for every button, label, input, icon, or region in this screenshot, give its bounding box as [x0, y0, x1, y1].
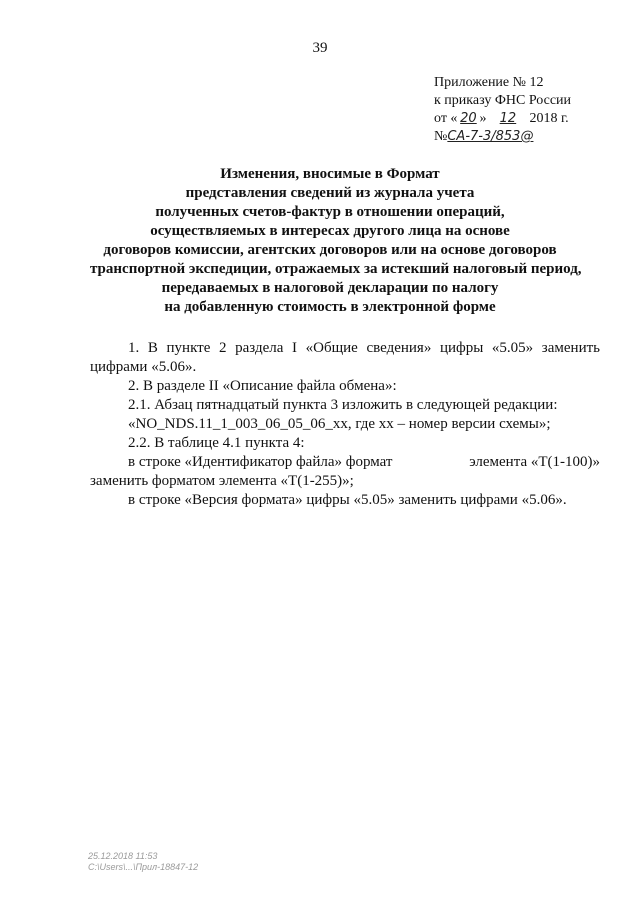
- date-day-handwritten: 20: [460, 111, 477, 126]
- date-year: 2018 г.: [529, 111, 569, 126]
- document-title: [90, 165, 582, 317]
- title-line: представления сведений из журнала учета: [185, 185, 475, 201]
- paragraph-3-line-1: 2.1. Абзац пятнадцатый пункта 3 изложить в следующей редакции:: [128, 397, 558, 413]
- order-number-prefix: №: [434, 129, 448, 144]
- appendix-header: [434, 74, 571, 146]
- date-prefix: от «: [434, 111, 458, 126]
- appendix-date: [434, 110, 571, 128]
- title-line: передаваемых в налоговой декларации по налогу: [161, 280, 499, 296]
- paragraph-5-line-1-part-b: элемента «Т(1-100)»: [469, 454, 600, 470]
- footer-file-path: C:\Users\...\Прил-18847-12: [88, 862, 199, 872]
- paragraph-3-line-2: «NO_NDS.11_1_003_06_05_06_xx, где хх – номер версии схемы»;: [128, 416, 551, 432]
- date-mid: »: [479, 111, 487, 126]
- title-line: на добавленную стоимость в электронной форме: [164, 299, 496, 315]
- title-line: транспортной экспедиции, отражаемых за истекший налоговый период,: [90, 261, 582, 277]
- appendix-order-number: [434, 128, 571, 146]
- appendix-order-reference: к приказу ФНС России: [434, 93, 572, 108]
- paragraph-1-line-2: цифрами «5.06».: [90, 359, 197, 375]
- title-line: договоров комиссии, агентских договоров или на основе договоров: [103, 242, 557, 258]
- title-line: осуществляемых в интересах другого лица на основе: [150, 223, 510, 239]
- document-body: [90, 339, 600, 510]
- paragraph-5-line-2: заменить форматом элемента «Т(1-255)»;: [90, 473, 354, 489]
- paragraph-1-line-1: 1. В пункте 2 раздела I «Общие сведения» цифры «5.05» заменить: [128, 340, 600, 356]
- footer-timestamp: 25.12.2018 11:53: [88, 851, 158, 861]
- title-line: полученных счетов-фактур в отношении операций,: [155, 204, 505, 220]
- file-footer: [88, 851, 198, 873]
- paragraph-5-line-1: [90, 453, 600, 472]
- page-number: 39: [312, 40, 328, 56]
- date-month-handwritten: 12: [499, 111, 517, 126]
- paragraph-4: 2.2. В таблице 4.1 пункта 4:: [128, 435, 305, 451]
- paragraph-6: в строке «Версия формата» цифры «5.05» заменить цифрами «5.06».: [128, 492, 567, 508]
- appendix-number: Приложение № 12: [434, 75, 544, 90]
- title-line: Изменения, вносимые в Формат: [220, 166, 440, 182]
- paragraph-5-line-1-part-a: в строке «Идентификатор файла» формат: [128, 454, 393, 470]
- order-number-handwritten: СА-7-3/853@: [447, 129, 534, 144]
- paragraph-2: 2. В разделе II «Описание файла обмена»:: [128, 378, 397, 394]
